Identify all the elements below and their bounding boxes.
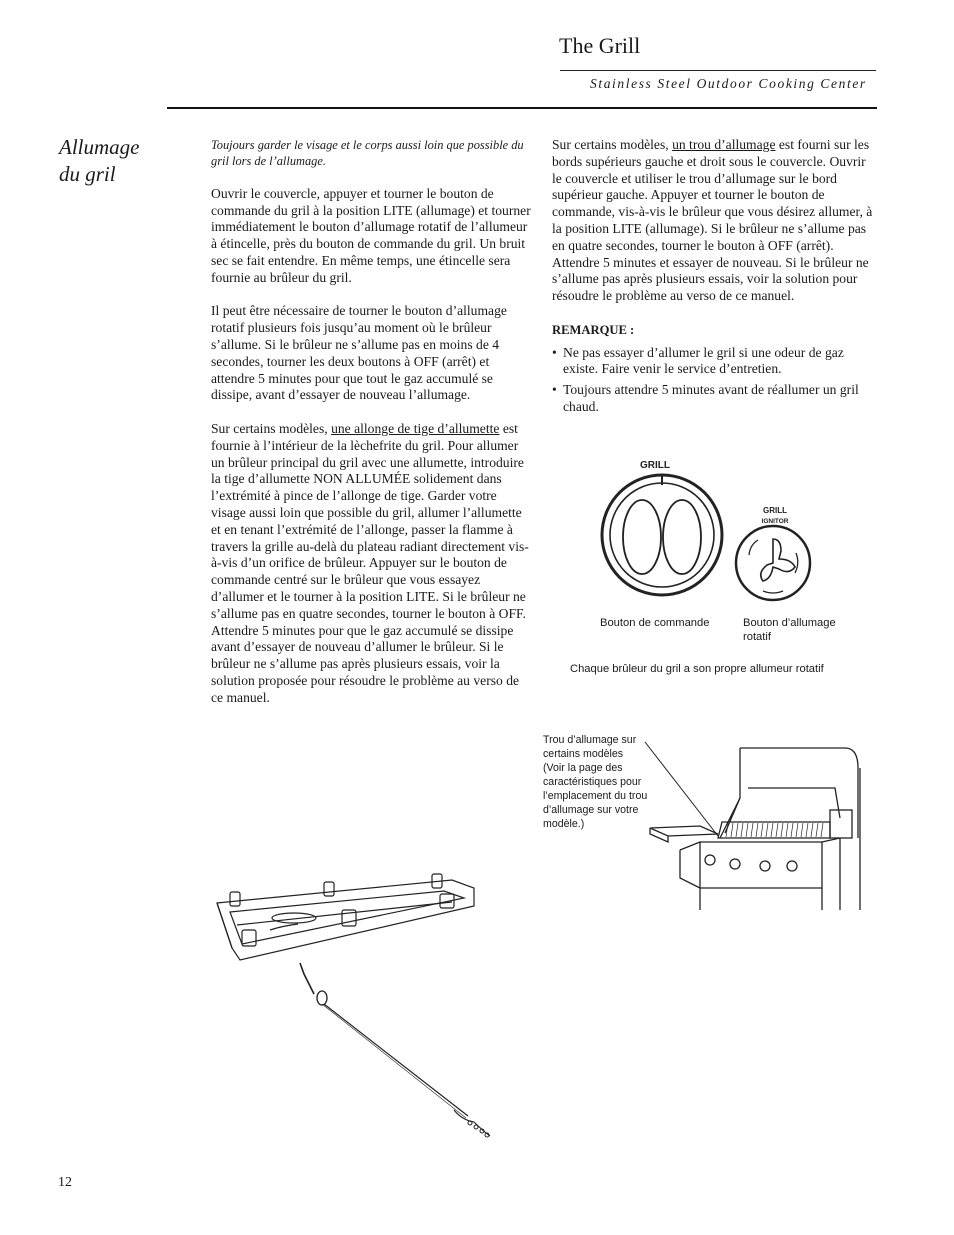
callout-line: Trou d’allumage sur [543,734,637,746]
caption-ignitor-line-1: Bouton d’allumage [743,617,836,629]
text-column-right [552,137,874,420]
callout-line: l’emplacement du trou [543,790,648,802]
note-bullet [552,345,874,379]
caption-ignitor-line-2: rotatif [743,631,771,643]
ignitor-label-1: GRILL [763,506,787,515]
note-heading: REMARQUE : [552,322,635,337]
match-extension-term: une allonge de tige d’allumette [331,420,500,436]
burner-drawing [217,874,474,960]
caption-control-knob: Bouton de commande [600,617,710,629]
safety-warning: Toujours garder le visage et le corps aussi loin que possible du gril lors de l’allumage. [211,138,524,168]
callout-line: (Voir la page des [543,762,623,774]
callout-line: d’allumage sur votre [543,804,639,816]
knobs-illustration [595,455,825,615]
paragraph-text: Sur certains modèles, [211,420,332,436]
header-rule [560,70,876,71]
burner-match-extension-illustration [212,870,502,1140]
section-title-line-1: Allumage [59,135,140,159]
section-title [59,134,179,188]
grill-illustration [640,738,870,913]
lighting-hole-callout [543,733,647,831]
section-title-line-2: du gril [59,162,116,186]
ignitor-knob-drawing [736,526,810,600]
callout-line: caractéristiques pour [543,776,642,788]
paragraph-retry: Il peut être nécessaire de tourner le bouton d’allumage rotatif plusieurs fois jusqu’au moment où le brûleur s’allume. Si le brûleur ne s’allume pas en moins de 4 secondes, tourner les deux boutons à OFF (arrêt) et attendre 5 minutes pour que tout le gaz accumulé se dissipe, avant d’essayer de nouveau l’allumage. [211,303,507,403]
note-bullet-text: Toujours attendre 5 minutes avant de réallumer un gril chaud. [563,382,859,414]
text-column-left [211,137,533,723]
match-extension-drawing [300,963,490,1137]
page-number: 12 [58,1175,72,1190]
paragraph-text: Sur certains modèles, [552,137,673,152]
note-bullet [552,382,874,416]
paragraph-text: est fourni sur les bords supérieurs gauche et droit sous le couvercle. Ouvrir le couvercle et utiliser le trou d’allumage sur le bord supérieur gauche. Appuyer et tourner le bouton de commande, vis-à-vis le brûleur que vous désirez allumer, à la position LITE (allumage). Si le brûleur ne s’allume pas en quatre secondes, tourner le bouton à OFF (arrêt). Attendre 5 minutes et essayer de nouveau. Si le brûleur ne s’allume pas après plusieurs essais, voir la solution pour résoudre le problème au verso de ce manuel. [552,137,873,304]
page-title: The Grill [559,33,641,58]
bullet-dot: • [552,382,557,398]
bullet-dot: • [552,344,557,360]
paragraph-lighting: Ouvrir le couvercle, appuyer et tourner le bouton de commande du gril à la position LITE (allumage) et tourner immédiatement le bouton d’allumage rotatif de l’allumeur à étincelle, près du bouton de commande du gril. Un bruit sec se fait entendre. En même temps, une étincelle sera fournie au brûleur du gril. [211,185,531,285]
control-knob-drawing [602,475,722,595]
lighting-hole-term: un trou d’allumage [672,137,776,152]
note-bullet-text: Ne pas essayer d’allumer le gril si une odeur de gaz existe. Faire venir le service d’entretien. [563,344,844,377]
paragraph-lighting-hole [552,137,874,305]
grill-drawing [645,742,860,910]
callout-line: certains modèles [543,748,624,760]
paragraph-text: est fournie à l’intérieur de la lèchefrite du gril. Pour allumer un brûleur principal du gril avec une allumette, introduire la tige d’allumette NON ALLUMÉE solidement dans l’extrémité à pince de l’allonge de tige. Garder votre visage aussi loin que possible du gril, allumer l’allumette et en tenant l’extrémité de l’allonge, passer la flamme à travers la grille au-delà du plateau radiant directement vis-à-vis d’un orifice de brûleur. Appuyer sur le bouton de commande centré sur le brûleur que vous essayez d’allumer et le tourner à la position LITE. Si le brûleur ne s’allume pas en quatre secondes, tourner le bouton à OFF. Attendre 5 minutes pour que le gaz accumulé se dissipe avant d’essayer de nouveau d’allumer le brûleur. Si le brûleur ne s’allume pas après plusieurs essais, voir la solution proposée pour résoudre le problème au verso de ce manuel. [211,420,529,705]
ignitor-label-2: IGNITOR [761,518,789,525]
caption-knobs: Chaque brûleur du gril a son propre allumeur rotatif [570,663,824,675]
knob-label: GRILL [640,460,670,471]
page-subtitle: Stainless Steel Outdoor Cooking Center [590,76,867,91]
paragraph-match-extension [211,421,533,707]
callout-line: modèle.) [543,818,585,830]
section-divider [167,107,877,109]
caption-ignitor [743,616,836,644]
